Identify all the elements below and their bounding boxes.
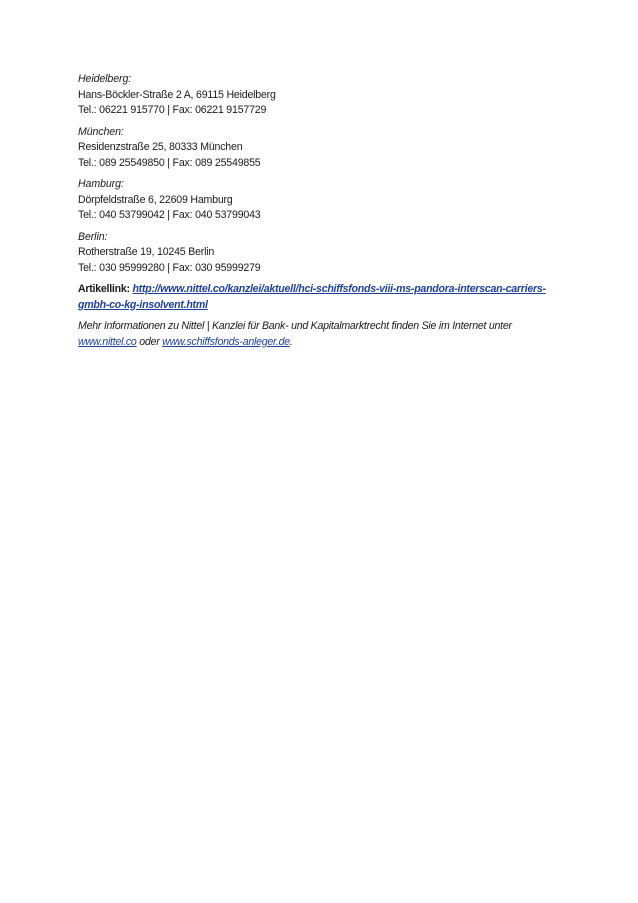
schiffsfonds-website-link[interactable]: www.schiffsfonds-anleger.de	[162, 335, 290, 348]
article-link-paragraph	[78, 282, 548, 313]
article-url-link[interactable]: http://www.nittel.co/kanzlei/aktuell/hci-schiffsfonds-viii-ms-pandora-interscan-carriers-gmbh-co-kg-insolvent.html	[78, 283, 546, 311]
office-berlin	[78, 230, 578, 277]
office-city-label: Heidelberg:	[78, 73, 132, 85]
office-muenchen	[78, 125, 578, 172]
office-address: Residenzstraße 25, 80333 München	[78, 141, 243, 153]
office-contact: Tel.: 089 25549850 | Fax: 089 25549855	[78, 156, 261, 169]
office-hamburg	[78, 177, 578, 224]
more-info-text: Mehr Informationen zu Nittel | Kanzlei für Bank- und Kapitalmarktrecht finden Sie im Internet unter	[78, 320, 512, 332]
office-address: Rotherstraße 19, 10245 Berlin	[78, 246, 215, 258]
office-address: Hans-Böckler-Straße 2 A, 69115 Heidelberg	[78, 88, 276, 101]
office-contact: Tel.: 06221 915770 | Fax: 06221 9157729	[78, 104, 267, 116]
document-page	[78, 72, 578, 350]
more-info-end: .	[289, 335, 293, 348]
office-heidelberg	[78, 72, 578, 119]
article-link-label: Artikellink:	[78, 283, 130, 295]
office-city-label: München:	[78, 125, 124, 138]
more-info-paragraph	[78, 319, 558, 350]
nittel-website-link[interactable]: www.nittel.co	[78, 335, 137, 348]
office-city-label: Berlin:	[78, 230, 108, 243]
office-city-label: Hamburg:	[78, 178, 124, 190]
more-info-connector: oder	[136, 335, 163, 348]
office-contact: Tel.: 040 53799042 | Fax: 040 53799043	[78, 209, 261, 221]
office-contact: Tel.: 030 95999280 | Fax: 030 95999279	[78, 261, 261, 274]
office-address: Dörpfeldstraße 6, 22609 Hamburg	[78, 193, 233, 206]
